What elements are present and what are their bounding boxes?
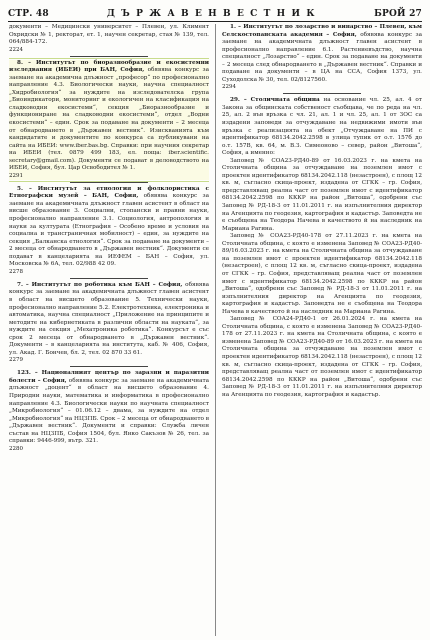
- separator-rule: [70, 56, 148, 57]
- left-column: [9, 24, 209, 636]
- notice-heading: 5. – Институтът за етнология и фолклористика с Етнографски музей – БАН, София,: [9, 185, 209, 200]
- notice-number: 2294: [222, 84, 236, 91]
- notice-nczpb: [9, 370, 209, 452]
- notice-body: обявява конкурс за заемане на академичната длъжност „доцент“ в област на висшето образование 4. Природни науки, математика и информатика в професионално направление 4.3. Биологически науки по научната специалност „Микробиология“ – 01.06.12 – двама, за нуждите на отдел „Микробиология“ на НЦЗПБ. Срок – 2 месеца от обнародването в „Държавен вестник“. Документи и справки: Служба личен състав на НЦЗПБ, София 1504, бул. Янко Сакъзов № 26, тел. за справки: 9446-999, вътр. 321.: [9, 377, 209, 445]
- separator-rule: [70, 278, 148, 279]
- notice-body: на основание чл. 25, ал. 4 от Закона за общинската собственост съобщава, че по реда на чл. 25, ал. 2 във връзка с чл. 21, ал. 1 и чл. 25, ал. 1 от ЗОС са издадени заповеди за отчуждаване на недвижими имоти във връзка с реализацията на обект „Отчуждаване на ПИ с идентификатор 68134.2042.2598 в улица тупик от о.т. 157б до о.т. 157В, кв. 64, м. В.З. Симеоново – север, район „Витоша“, София, а именно:: [222, 97, 422, 157]
- notice-body: обявява конкурс за заемане на академичната длъжност главен асистент в област на висшето образование 5. Технически науки, професионално направление 5.2. Електротехника, електроника и автоматика, научна специалност „Приложение на принципите и методите на кибернетиката в различни области на науката“, за нуждите на секция „Мехатроника роботика“. Конкурсът е със срок 2 месеца от обнародването в „Държавен вестник“. Документи – в канцеларията на института, каб. № 406, София, ул. Акад. Г. Бончев, бл. 2, тел. 02 870 33 61.: [9, 281, 209, 356]
- notice-heading: 1. – Институтът по лозарство и винарство – Плевен, към Селскостопанската академия – София,: [222, 24, 422, 38]
- issue-number: БРОЙ 27: [374, 8, 422, 19]
- notice-ibei[interactable]: [9, 60, 209, 180]
- intro-text: документи – Медицински университет – Плевен, ул. Климент Охридски № 1, ректорат, ет. 1, научен секретар, стая № 139, тел. 064/884-172.: [9, 24, 209, 46]
- notice-heading: 29. – Столичната община: [230, 97, 320, 104]
- page-number: СТР. 48: [8, 8, 49, 19]
- gazette-title: Д Ъ Р Ж А В Е Н В Е С Т Н И К: [106, 8, 317, 19]
- notice-body: обявява конкурс за заемане на академична длъжност „професор“ по професионално направление 4.3. Биологически науки, научна специалност „Хидробиология“ за нуждите на изследователска група „Биоиндикатори, мониторинг и екологичен на класификация на сладководни екосистеми“, секция „Биоразнообразие и функциониране на сладководни екосистеми“, отдел „Водни екосистеми“ – един. Срок за подаване на документи – 2 месеца от обнародването в „Държавен вестник“. Изискванията към кандидатите и документите по конкурса са публикувани на сайта на ИБЕИ: www.iber.bas.bg. Справки: при научния секретар на ИБЕИ (тел. 0879 499 183, ел. поща: iber.scientific. secretary@gmail.com). Документи се подават в деловодството на ИБЕИ, София, бул. Цар Освободител № 1.: [9, 67, 209, 172]
- notice-number: 2280: [9, 445, 23, 452]
- notice-number: 2278: [9, 268, 23, 275]
- notice-heading: 7. – Институтът по роботика към БАН – София,: [17, 281, 183, 288]
- separator-rule: [70, 182, 148, 183]
- notice-number: 2279: [9, 357, 23, 364]
- notice-number: 2291: [9, 172, 23, 179]
- notice-body: обявява конкурс за заемане на академичната длъжност главен асистент в област на висше образование 3. Социални, стопански и правни науки, професионално направление 3.1. Социология, антропология и науки за културата (Етнография – Особено време и условия на социална и трансграничная мобилност) – един, за нуждите на секция „Балканска етнология“. Срок за подаване на документи – 2 месеца от обнародването в „Държавен вестник“. Документи се подават в канцеларията на ИЕФЕМ – БАН – София, ул. Московска № 6А, тел. 02/988 42 09.: [9, 193, 209, 268]
- order-paragraph: Заповед № СОА23-РД40-178 от 27.11.2023 г. на кмета на Столичната община, с която е изменена Заповед № СОА23-РД40-89/16.03.2023 г. на кмета на Столичната община за отчуждаване на поземлен имот с проектен идентификатор 68134.2042.118 (незастроен), с площ 12 кв. м, съгласно скица-проект, издадена от СГКК – гр. София, представляващ реална част от поземлен имот с идентификатор 68134.2042.2598 по КККР на район „Витоша“, одобрени със Заповед № РД-18-3 от 11.01.2011 г. на изпълнителния директор на Агенцията по геодезия, картография и кадастър. Заповедта не е съобщена на Теодора Начева в качеството й на наследник на Мариана Рагина.: [222, 233, 422, 315]
- notice-iefem: [9, 186, 209, 276]
- notice-body: обявява конкурс за заемане на академичната длъжност главен асистент в професионално направление 6.1. Растениевъдство, научна специалност „Лозарство“ – един. Срок за подаване на документи – 2 месеца след обнародването в „Държавен вестник“. Справки и подаване на документи – в ЦА на ССА, София 1373, ул. Суходолска № 30, тел. 02/8127560.: [222, 31, 422, 83]
- right-column: [222, 24, 422, 636]
- order-paragraph: Заповед № СОА24-РД40-1 от 26.01.2024 г. на кмета на Столичната община, с която е изменена Заповед № СОА23-РД40-178 от 27.11.2023 г. на кмета на Столичната община, с която е изменена Заповед № СОА23-РД40-89 от 16.03.2023 г. на кмета на Столичната община за отчуждаване на поземлен имот с проектен идентификатор 68134.2042.118 (незастроен), с площ 12 кв. м, съгласно скица-проект, издадена от СГКК – гр. София, представляващ реална част от поземлен имот с идентификатор 68134.2042.2598 по КККР на район „Витоша“, одобрени със Заповед № РД-18-3 от 11.01.2011 г. на изпълнителния директор на Агенцията по геодезия, картография и кадастър.: [222, 316, 422, 398]
- column-divider: [215, 24, 216, 636]
- notice-heading: 8. – Институтът по биоразнообразие и екосистемни изследвания (ИБЕИ) при БАН, София,: [9, 59, 209, 74]
- separator-rule: [70, 366, 148, 367]
- separator-rule: [283, 93, 361, 94]
- notice-sofia-municipality: [222, 97, 422, 399]
- notice-number: 2224: [9, 46, 23, 53]
- notice-viticulture: [222, 24, 422, 91]
- order-paragraph: Заповед № СОА23-РД40-89 от 16.03.2023 г. на кмета на Столичната община за отчуждаване на поземлен имот с проектен идентификатор 68134.2042.118 (незастроен), с площ 12 кв. м, съгласно скица-проект, издадена от СГКК – гр. София, представляващ реална част от поземлен имот с идентификатор 68134.2042.2598 по КККР на район „Витоша“, одобрени със Заповед № РД-18-3 от 11.01.2011 г. на изпълнителния директор на Агенцията по геодезия, картография и кадастър. Заповедта не е съобщена на Теодора Начева в качеството й на наследник на Мариана Рагина.: [222, 157, 422, 232]
- notice-heading: 123. – Националният център по заразни и паразитни болести – София,: [9, 370, 209, 384]
- page-header: [8, 7, 422, 22]
- notice-robotics: [9, 282, 209, 364]
